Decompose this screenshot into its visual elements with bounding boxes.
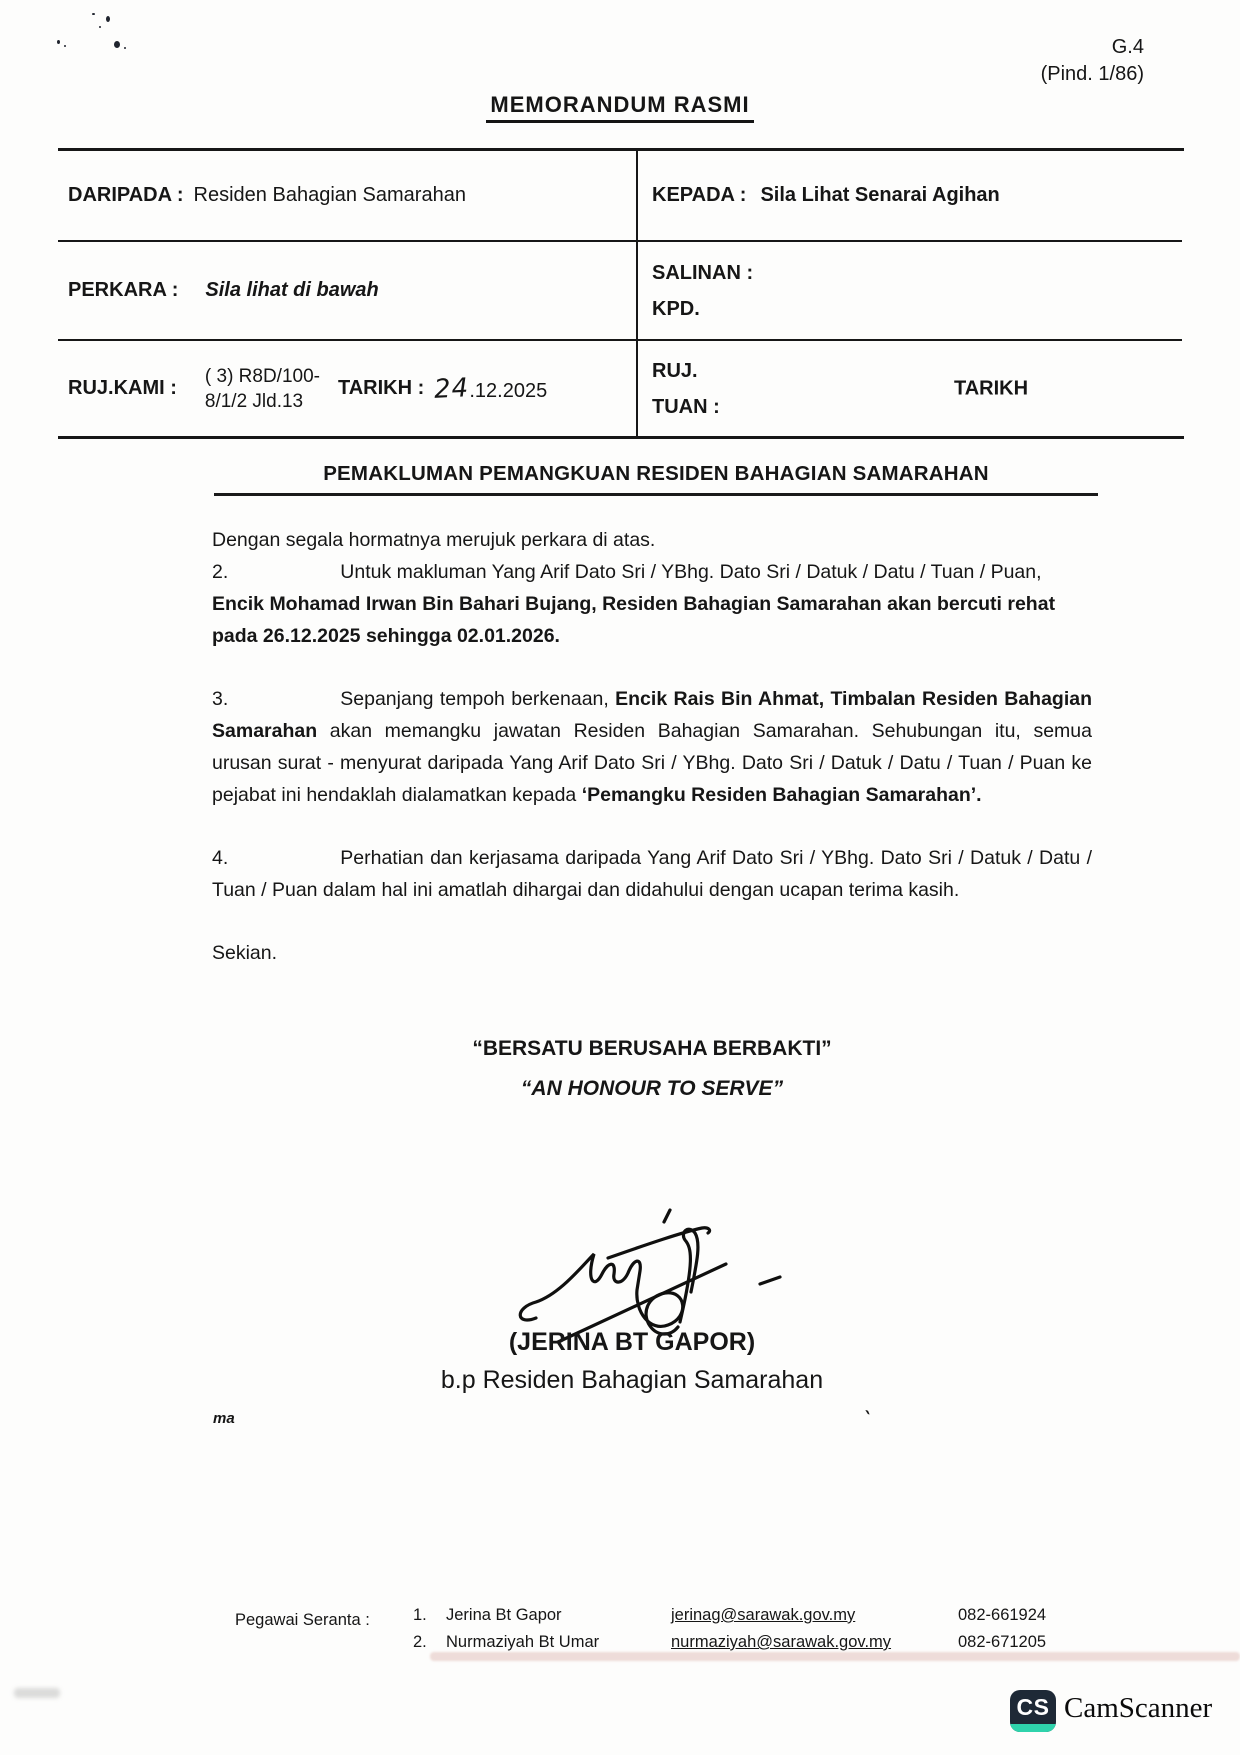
form-code-block <box>1041 34 1144 88</box>
motto-block <box>212 1029 1092 1109</box>
document-title-wrap <box>0 92 1240 123</box>
scan-speck <box>92 13 95 15</box>
document-title: MEMORANDUM RASMI <box>486 92 753 123</box>
scan-smudge <box>430 1652 1240 1661</box>
motto-line-1: “BERSATU BERUSAHA BERBAKTI” <box>472 1037 832 1060</box>
contact-ph: 082-661924 <box>958 1606 1047 1624</box>
tarikh-label: TARIKH : <box>338 377 425 399</box>
daripada-value: Residen Bahagian Samarahan <box>193 184 466 206</box>
cell-ruj-kami <box>58 341 636 436</box>
perkara-label: PERKARA : <box>68 279 179 301</box>
contact-idx: 2. <box>413 1633 427 1651</box>
camscanner-icon-accent <box>1010 1724 1056 1732</box>
motto-line-2: “AN HONOUR TO SERVE” <box>520 1077 784 1100</box>
form-code: G.4 <box>1111 36 1144 58</box>
scan-speck <box>124 47 126 49</box>
scan-speck <box>64 45 66 47</box>
subject-title: PEMAKLUMAN PEMANGKUAN RESIDEN BAHAGIAN SAMARAHAN <box>214 462 1098 496</box>
scan-speck <box>99 26 101 28</box>
perkara-value: Sila lihat di bawah <box>205 279 379 301</box>
numbered-paragraphs <box>212 556 1092 906</box>
camscanner-label: CamScanner <box>1064 1692 1213 1724</box>
memo-body <box>212 524 1092 1109</box>
scan-speck <box>114 41 120 48</box>
cell-kepada <box>636 151 1182 242</box>
salinan-label: SALINAN : <box>652 261 754 284</box>
body-paragraph: 3. Sepanjang tempoh berkenaan, Encik Rais Bin Ahmat, Timbalan Residen Bahagian Samarahan akan memangku jawatan Residen Bahagian Samarahan. Sehubungan itu, semua urusan surat - menyurat daripada Yang Arif Dato Sri / YBhg. Dato Sri / Datuk / Datu / Tuan / Puan ke pejabat ini hendaklah dialamatkan kepada ‘Pemangku Residen Bahagian Samarahan’. <box>212 688 1093 806</box>
daripada-label: DARIPADA : <box>68 184 184 206</box>
scan-smudge <box>14 1688 60 1698</box>
contact-idx: 1. <box>413 1606 427 1624</box>
form-revision: (Pind. 1/86) <box>1040 63 1144 85</box>
camscanner-cs-glyph: CS <box>1016 1693 1050 1720</box>
contact-em: nurmaziyah@sarawak.gov.my <box>671 1633 892 1651</box>
body-paragraph: 2. Untuk makluman Yang Arif Dato Sri / YBhg. Dato Sri / Datuk / Datu / Tuan / Puan, Encik Mohamad Irwan Bin Bahari Bujang, Residen Bahagian Samarahan akan bercuti rehat pada 26.12.2025 sehingga 02.01.2026. <box>212 561 1056 647</box>
ruj-tuan-line2: TUAN : <box>652 395 720 418</box>
contact-nm: Nurmaziyah Bt Umar <box>446 1633 600 1651</box>
typist-initials: ma <box>213 1410 235 1427</box>
contact-ph: 082-671205 <box>958 1633 1047 1651</box>
handwritten-day: 24 <box>433 372 471 405</box>
kepada-value: Sila Lihat Senarai Agihan <box>760 184 1000 206</box>
ruj-tuan-line1: RUJ. <box>652 359 698 382</box>
signatory-name: (JERINA BT GAPOR) <box>508 1328 756 1356</box>
contact-row <box>235 1606 1135 1633</box>
ruj-kami-label: RUJ.KAMI : <box>68 377 177 399</box>
ruj-kami-value: ( 3) R8D/100- 8/1/2 Jld.13 <box>204 365 320 412</box>
contact-em: jerinag@sarawak.gov.my <box>671 1606 856 1624</box>
memo-header-table <box>58 148 1184 439</box>
body-paragraph: 4. Perhatian dan kerjasama daripada Yang Arif Dato Sri / YBhg. Dato Sri / Datuk / Datu / Tuan / Puan dalam hal ini amatlah dihargai dan didahului dengan ucapan terima kasih. <box>212 847 1092 901</box>
scan-speck <box>106 16 110 22</box>
tarikh-right-label: TARIKH <box>954 377 1029 399</box>
cell-salinan <box>636 242 1182 341</box>
cell-daripada <box>58 151 636 242</box>
signatory-behalf: b.p Residen Bahagian Samarahan <box>440 1366 824 1394</box>
scan-tick-mark: ` <box>858 1407 873 1431</box>
kpd-label: KPD. <box>652 297 700 320</box>
cell-ruj-tuan <box>636 341 1182 436</box>
tarikh-value: 24.12.2025 <box>433 372 548 405</box>
scan-speck <box>57 40 60 44</box>
kepada-label: KEPADA : <box>652 184 747 206</box>
camscanner-icon <box>1010 1690 1056 1732</box>
cell-perkara <box>58 242 636 341</box>
opening-paragraph: Dengan segala hormatnya merujuk perkara di atas. <box>212 529 656 551</box>
contact-nm: Jerina Bt Gapor <box>446 1606 562 1624</box>
closing-word: Sekian. <box>212 942 278 964</box>
pegawai-seranta-label: Pegawai Seranta : <box>235 1611 370 1629</box>
